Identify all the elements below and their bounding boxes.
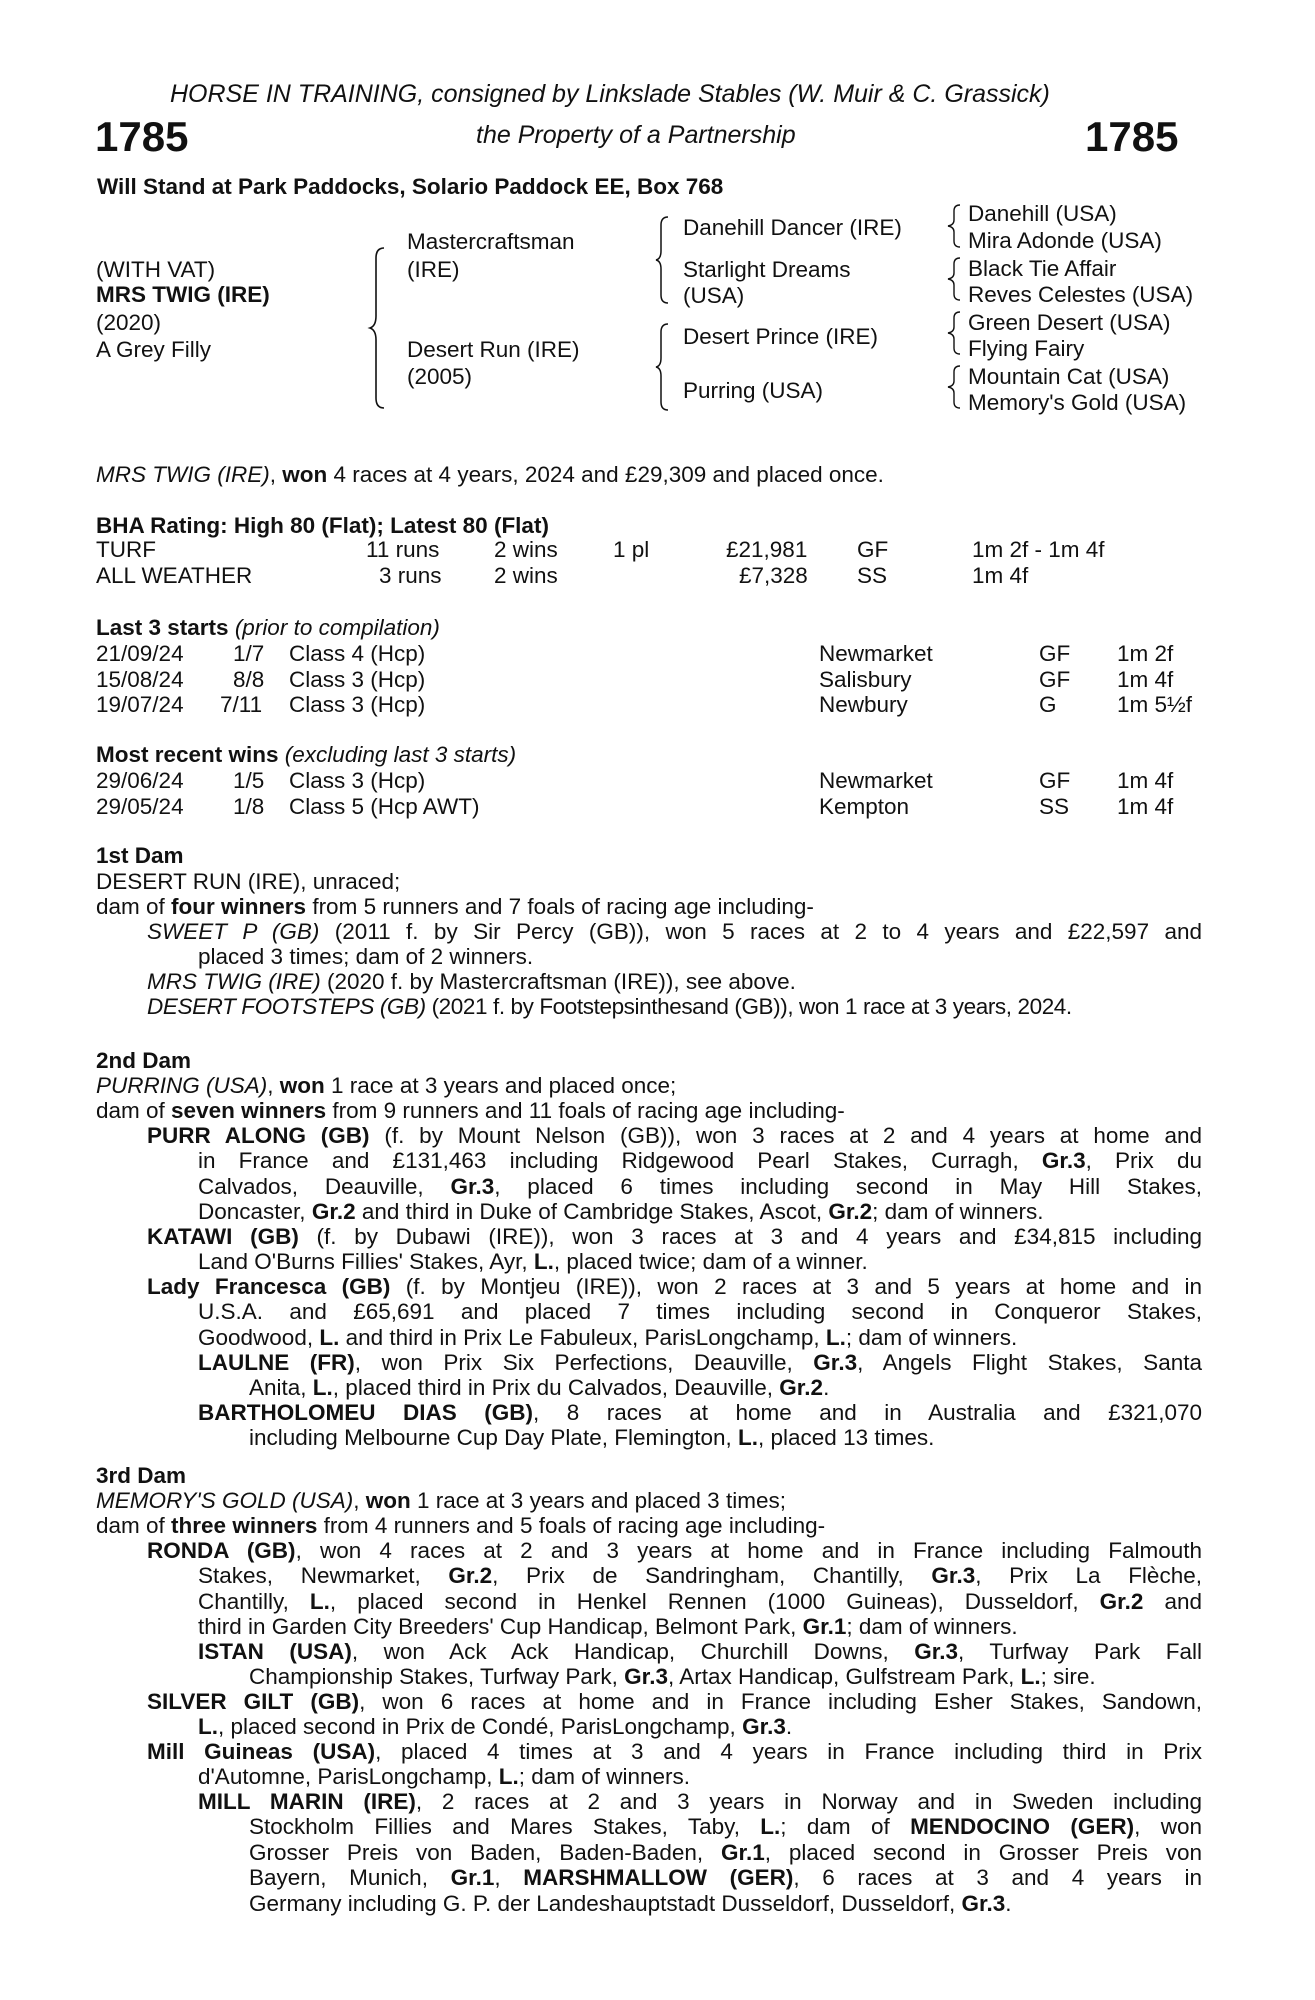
gg-dds: Mountain Cat (USA) (968, 364, 1170, 389)
text-run: Gr.2 (311, 1199, 356, 1224)
text-line (198, 1714, 1202, 1740)
race-summary: MRS TWIG (IRE), won 4 races at 4 years, 2024 and £29,309 and placed once. (96, 462, 884, 487)
start-row (96, 641, 1206, 667)
entry-bartholomeu-dias-cont (249, 1425, 1202, 1451)
text-run: (excluding last 3 starts) (278, 742, 517, 767)
rating-runs: 11 runs (366, 537, 440, 562)
win-date: 29/06/24 (96, 768, 184, 793)
start-going: G (1039, 692, 1057, 717)
text-run: DESERT FOOTSTEPS (GB) (147, 994, 426, 1019)
text-run: , placed 13 times. (758, 1425, 935, 1450)
text-run: four winners (171, 894, 307, 919)
text-run: and third in Duke of Cambridge Stakes, Ascot, (355, 1199, 829, 1224)
win-course: Newmarket (819, 768, 933, 793)
text-run: , won Ack Ack Handicap, Churchill Downs, (351, 1639, 915, 1664)
text-line (198, 1614, 1202, 1640)
text-run: (2021 f. by Footstepsinthesand (GB)), won 1 race at 3 years, 2024. (425, 994, 1072, 1019)
text-run: L. (825, 1324, 846, 1350)
text-run: third in Garden City Breeders' Cup Handicap, Belmont Park, (198, 1614, 803, 1639)
win-course: Kempton (819, 794, 910, 819)
text-run: ; dam of winners. (872, 1199, 1044, 1224)
text-line (147, 1689, 1202, 1715)
text-run: Gr.3 (813, 1350, 858, 1375)
start-row (96, 667, 1206, 693)
text-line (147, 919, 1202, 945)
rating-money: £7,328 (739, 563, 808, 588)
text-run: Goodwood, (198, 1324, 320, 1350)
text-run: ; dam of winners. (846, 1614, 1018, 1639)
text-run: Gr.3 (450, 1173, 495, 1199)
summary-won: won (282, 462, 328, 487)
text-run: , won Prix Six Perfections, Deauville, (354, 1350, 814, 1375)
text-run: L. (1020, 1664, 1041, 1689)
rating-money: £21,981 (726, 537, 808, 562)
sire-dam-country: (USA) (683, 283, 745, 308)
first-dam-heading: 1st Dam (96, 843, 184, 868)
win-going: SS (1039, 794, 1070, 819)
text-run: three winners (171, 1513, 318, 1538)
text-run: 1 race at 3 years and placed 3 times; (410, 1488, 786, 1513)
win-position: 1/8 (233, 794, 265, 819)
win-going: GF (1039, 768, 1071, 793)
text-run: d'Automne, ParisLongchamp, (198, 1764, 499, 1789)
text-run: ; dam of (780, 1814, 911, 1839)
rating-placed: 1 pl (613, 537, 650, 562)
start-going: GF (1039, 641, 1071, 666)
bha-rating-heading: BHA Rating: High 80 (Flat); Latest 80 (Flat) (96, 513, 549, 538)
text-run: and third in Prix Le Fabuleux, ParisLongchamp, (339, 1324, 826, 1350)
entry-purr-along (147, 1123, 1202, 1149)
text-run: MILL MARIN (IRE) (198, 1789, 416, 1814)
gg-ssd: Mira Adonde (USA) (968, 228, 1162, 253)
rating-surface: TURF (96, 537, 156, 562)
text-line (198, 1563, 1202, 1589)
horse-name: MRS TWIG (IRE) (96, 282, 270, 307)
text-run: , Prix La Flèche, (975, 1563, 1202, 1588)
text-run: SILVER GILT (GB) (147, 1689, 360, 1714)
text-run: Gr.1 (450, 1865, 495, 1890)
entry-ronda (147, 1538, 1202, 1564)
text-run: , Artax Handicap, Gulfstream Park, (667, 1664, 1021, 1689)
text-run: , won 4 races at 2 and 3 years at home and in France including Falmouth (295, 1538, 1202, 1563)
text-line (249, 1840, 1202, 1866)
horse-year: (2020) (96, 310, 162, 335)
text-line (198, 1325, 1202, 1351)
text-run: Land O'Burns Fillies' Stakes, Ayr, (198, 1249, 534, 1274)
text-run: , placed second in Grosser Preis von (764, 1839, 1202, 1865)
entry-bartholomeu-dias (198, 1400, 1202, 1426)
text-run: (2011 f. by Sir Percy (GB)), won 5 races at 2 to 4 years and £22,597 and (319, 919, 1202, 944)
text-run: Gr.3 (931, 1563, 976, 1588)
entry-silver-gilt-cont (198, 1714, 1202, 1740)
summary-name: MRS TWIG (IRE) (96, 462, 270, 487)
text-run: , (494, 1865, 524, 1890)
text-run: L. (738, 1425, 759, 1450)
text-run: U.S.A. and £65,691 and placed 7 times including second in Conqueror Stakes, (198, 1299, 1202, 1324)
text-run: KATAWI (GB) (147, 1224, 299, 1249)
sire-sire: Danehill Dancer (IRE) (683, 215, 902, 240)
text-line (249, 1375, 1202, 1401)
text-run: , (353, 1488, 366, 1513)
gg-ddd: Memory's Gold (USA) (968, 390, 1187, 415)
text-run: seven winners (171, 1098, 327, 1123)
win-distance: 1m 4f (1117, 768, 1174, 793)
text-run: Germany including G. P. der Landeshauptstadt Dusseldorf, Dusseldorf, (249, 1890, 962, 1916)
horse-description: A Grey Filly (96, 337, 212, 362)
text-run: won (279, 1073, 325, 1098)
text-line (198, 1299, 1202, 1325)
text-run: L. (312, 1375, 333, 1400)
gg-dss: Green Desert (USA) (968, 310, 1171, 335)
text-run: Bayern, Munich, (249, 1865, 451, 1890)
win-position: 1/5 (233, 768, 265, 793)
text-line (198, 1249, 1202, 1275)
start-position: 1/7 (233, 641, 265, 666)
win-row (96, 794, 1206, 820)
third-dam-line (96, 1488, 786, 1514)
text-line (198, 1350, 1202, 1376)
text-run: Grosser Preis von Baden, Baden-Baden, (249, 1839, 721, 1865)
last3-heading (96, 615, 440, 641)
entry-lady-francesca-cont (198, 1299, 1202, 1350)
text-run: (f. by Montjeu (IRE)), won 2 races at 3 and 5 years at home and in (390, 1274, 1203, 1299)
rating-runs: 3 runs (379, 563, 442, 588)
recent-wins-heading (96, 742, 516, 768)
first-dam-line: DESERT RUN (IRE), unraced; (96, 869, 401, 894)
text-line (198, 1589, 1202, 1615)
start-course: Newbury (819, 692, 908, 717)
entry-silver-gilt (147, 1689, 1202, 1715)
text-run: L. (198, 1714, 218, 1739)
text-run: Lady Francesca (GB) (147, 1274, 391, 1299)
entry-lady-francesca (147, 1274, 1202, 1300)
rating-distance: 1m 4f (972, 563, 1029, 588)
text-run: 1 race at 3 years and placed once; (324, 1073, 677, 1098)
text-run: Last 3 starts (96, 615, 229, 640)
entry-laulne-cont (249, 1375, 1202, 1401)
text-run: , Prix du (1085, 1148, 1202, 1173)
start-position: 7/11 (220, 692, 263, 717)
text-run: Gr.1 (720, 1839, 765, 1865)
text-run: , placed 4 times at 3 and 4 years in France including third in Prix (375, 1739, 1202, 1764)
start-class: Class 4 (Hcp) (289, 641, 426, 666)
start-distance: 1m 5½f (1117, 692, 1193, 717)
text-run: Stakes, Newmarket, (198, 1563, 449, 1588)
start-row (96, 692, 1206, 718)
win-class: Class 3 (Hcp) (289, 768, 426, 793)
text-run: , placed 6 times including second in May Hill Stakes, (494, 1173, 1202, 1199)
rating-going: SS (857, 563, 888, 588)
text-run: Mill Guineas (USA) (147, 1739, 376, 1764)
text-run: , 8 races at home and in Australia and £321,070 (532, 1400, 1202, 1425)
text-run: ; sire. (1040, 1664, 1096, 1689)
produce-desert-footsteps (147, 994, 1072, 1020)
text-run: L. (533, 1249, 554, 1274)
text-run: Gr.2 (828, 1199, 873, 1224)
gg-sss: Danehill (USA) (968, 201, 1117, 226)
text-run: , Turfway Park Fall (958, 1639, 1203, 1664)
text-run: L. (309, 1588, 330, 1614)
text-run: , 6 races at 3 and 4 years in (793, 1865, 1202, 1890)
text-run: Stockholm Fillies and Mares Stakes, Taby, (249, 1814, 761, 1839)
text-run: Gr.3 (914, 1639, 958, 1664)
brace-gp4 (946, 364, 962, 410)
entry-purr-along-cont (198, 1148, 1202, 1225)
text-run: , placed second in Henkel Rennen (1000 Guineas), Dusseldorf, (329, 1588, 1100, 1614)
start-class: Class 3 (Hcp) (289, 692, 426, 717)
text-run: , Angels Flight Stakes, Santa (857, 1350, 1202, 1375)
text-run: , placed twice; dam of a winner. (553, 1249, 868, 1274)
produce-sweet-p-cont: placed 3 times; dam of 2 winners. (198, 944, 534, 969)
consignment-line: HORSE IN TRAINING, consigned by Linkslade Stables (W. Muir & C. Grassick) (170, 80, 1050, 108)
text-run: SWEET P (GB) (147, 919, 320, 944)
start-course: Newmarket (819, 641, 933, 666)
second-dam-produce (96, 1098, 845, 1124)
text-run: in France and £131,463 including Ridgewood Pearl Stakes, Curragh, (198, 1148, 1042, 1173)
text-run: LAULNE (FR) (198, 1350, 355, 1375)
sire-name: Mastercraftsman (407, 229, 575, 254)
entry-laulne (198, 1350, 1202, 1376)
property-line: the Property of a Partnership (476, 121, 796, 149)
rating-wins: 2 wins (494, 537, 558, 562)
text-run: Most recent wins (96, 742, 279, 767)
text-run: PURR ALONG (GB) (147, 1123, 370, 1148)
text-run: BARTHOLOMEU DIAS (GB) (198, 1400, 533, 1425)
start-date: 19/07/24 (96, 692, 184, 717)
second-dam-line (96, 1073, 676, 1099)
text-line (198, 1764, 1202, 1790)
entry-mill-marin-cont (249, 1814, 1202, 1916)
text-run: Gr.2 (779, 1375, 824, 1400)
entry-mill-marin (198, 1789, 1202, 1815)
lot-number-left: 1785 (95, 113, 189, 160)
brace-dam (656, 322, 672, 412)
dam-dam: Purring (USA) (683, 378, 824, 403)
text-run: , Prix de Sandringham, Chantilly, (492, 1563, 932, 1588)
text-line (147, 1538, 1202, 1564)
text-run: ISTAN (USA) (198, 1639, 352, 1664)
produce-mrs-twig (147, 969, 796, 995)
text-run: Gr.3 (742, 1714, 786, 1739)
third-dam-heading: 3rd Dam (96, 1463, 187, 1488)
text-run: . (785, 1714, 793, 1739)
first-dam-produce (96, 894, 814, 920)
start-distance: 1m 4f (1117, 667, 1174, 692)
text-run: Gr.2 (448, 1563, 493, 1588)
second-dam-heading: 2nd Dam (96, 1048, 192, 1073)
text-run: dam of (96, 894, 172, 919)
text-run: dam of (96, 1513, 172, 1538)
text-run: (2020 f. by Mastercraftsman (IRE)), see above. (320, 969, 796, 994)
text-run: Gr.3 (1041, 1148, 1086, 1173)
win-distance: 1m 4f (1117, 794, 1174, 819)
text-run: (prior to compilation) (228, 615, 440, 640)
win-row (96, 768, 1206, 794)
rating-row (96, 563, 1196, 589)
text-run: Gr.1 (802, 1614, 847, 1639)
entry-mill-guineas-cont (198, 1764, 1202, 1790)
text-run: Gr.3 (961, 1890, 1006, 1916)
text-line (198, 1400, 1202, 1426)
text-line (249, 1814, 1202, 1840)
brace-gp1 (946, 203, 962, 249)
rating-wins: 2 wins (494, 563, 558, 588)
text-run: (f. by Dubawi (IRE)), won 3 races at 3 and 4 years and £34,815 including (298, 1224, 1202, 1249)
text-line (198, 1174, 1202, 1200)
rating-distance: 1m 2f - 1m 4f (972, 537, 1105, 562)
sire-dam-name: Starlight Dreams (683, 257, 851, 282)
text-line (249, 1664, 1202, 1690)
text-run: from 5 runners and 7 foals of racing age including- (306, 894, 814, 919)
text-run: PURRING (USA) (96, 1073, 268, 1098)
rating-row (96, 537, 1196, 563)
win-class: Class 5 (Hcp AWT) (289, 794, 480, 819)
text-line (198, 1199, 1202, 1225)
location-line: Will Stand at Park Paddocks, Solario Paddock EE, Box 768 (97, 174, 724, 199)
entry-mill-guineas (147, 1739, 1202, 1765)
text-run: Chantilly, (198, 1588, 310, 1614)
text-run: . (1005, 1890, 1012, 1916)
text-run: , (267, 1073, 280, 1098)
gg-sds: Black Tie Affair (968, 256, 1117, 281)
text-run: L. (319, 1324, 340, 1350)
text-line (198, 1148, 1202, 1174)
entry-istan (198, 1639, 1202, 1665)
text-run: MENDOCINO (GER) (910, 1814, 1135, 1839)
brace-sire (656, 215, 672, 305)
vat-note: (WITH VAT) (96, 257, 216, 282)
text-run: including Melbourne Cup Day Plate, Flemington, (249, 1425, 739, 1450)
brace-gp2 (946, 256, 962, 302)
start-class: Class 3 (Hcp) (289, 667, 426, 692)
text-run: Championship Stakes, Turfway Park, (249, 1664, 625, 1689)
text-run: from 4 runners and 5 foals of racing age including- (317, 1513, 826, 1538)
text-line (147, 1224, 1202, 1250)
text-line (198, 1789, 1202, 1815)
summary-rest: 4 races at 4 years, 2024 and £29,309 and placed once. (327, 462, 884, 487)
text-run: L. (760, 1814, 781, 1839)
text-run: ; dam of winners. (845, 1324, 1018, 1350)
text-run: MARSHMALLOW (GER) (523, 1865, 794, 1890)
start-distance: 1m 2f (1117, 641, 1174, 666)
text-run: from 9 runners and 11 foals of racing age including- (326, 1098, 845, 1123)
gg-dsd: Flying Fairy (968, 336, 1085, 361)
start-date: 15/08/24 (96, 667, 184, 692)
text-run: Anita, (249, 1375, 313, 1400)
text-run: , won (1134, 1814, 1202, 1839)
entry-katawi-cont (198, 1249, 1202, 1275)
brace-gp3 (946, 310, 962, 356)
text-run: and (1143, 1588, 1203, 1614)
produce-sweet-p (147, 919, 1202, 945)
text-run: , 2 races at 2 and 3 years in Norway and in Sweden including (415, 1789, 1203, 1814)
text-run: Gr.3 (624, 1664, 668, 1689)
entry-katawi (147, 1224, 1202, 1250)
text-run: Gr.2 (1099, 1588, 1144, 1614)
text-run: , placed third in Prix du Calvados, Deauville, (332, 1375, 780, 1400)
text-run: RONDA (GB) (147, 1538, 296, 1563)
text-run: ; dam of winners. (518, 1764, 691, 1789)
start-date: 21/09/24 (96, 641, 184, 666)
text-run: , placed second in Prix de Condé, ParisLongchamp, (218, 1714, 743, 1739)
text-run: MEMORY'S GOLD (USA) (96, 1488, 354, 1513)
text-run: MRS TWIG (IRE) (147, 969, 321, 994)
sire-country: (IRE) (407, 257, 460, 282)
start-position: 8/8 (233, 667, 265, 692)
text-line (147, 1123, 1202, 1149)
dam-name: Desert Run (IRE) (407, 337, 580, 362)
rating-going: GF (857, 537, 889, 562)
text-run: Doncaster, (198, 1199, 312, 1224)
entry-ronda-cont (198, 1563, 1202, 1640)
dam-year: (2005) (407, 364, 473, 389)
text-run: . (823, 1375, 830, 1400)
entry-istan-cont (249, 1664, 1202, 1690)
text-run: L. (498, 1764, 519, 1789)
dam-sire: Desert Prince (IRE) (683, 324, 879, 349)
text-line (147, 1739, 1202, 1765)
text-run: (f. by Mount Nelson (GB)), won 3 races at 2 and 4 years at home and (369, 1123, 1202, 1148)
brace-main (370, 246, 390, 411)
text-run: , won 6 races at home and in France including Esher Stakes, Sandown, (359, 1689, 1202, 1714)
start-course: Salisbury (819, 667, 912, 692)
text-line (249, 1891, 1202, 1917)
lot-number-right: 1785 (1085, 113, 1179, 160)
text-run: won (365, 1488, 411, 1513)
rating-surface: ALL WEATHER (96, 563, 253, 588)
text-line (249, 1425, 1202, 1451)
text-line (249, 1865, 1202, 1891)
text-run: dam of (96, 1098, 172, 1123)
text-line (198, 1639, 1202, 1665)
text-line (147, 1274, 1202, 1300)
win-date: 29/05/24 (96, 794, 184, 819)
text-run: Calvados, Deauville, (198, 1173, 451, 1199)
third-dam-produce (96, 1513, 825, 1539)
gg-sdd: Reves Celestes (USA) (968, 282, 1194, 307)
start-going: GF (1039, 667, 1071, 692)
